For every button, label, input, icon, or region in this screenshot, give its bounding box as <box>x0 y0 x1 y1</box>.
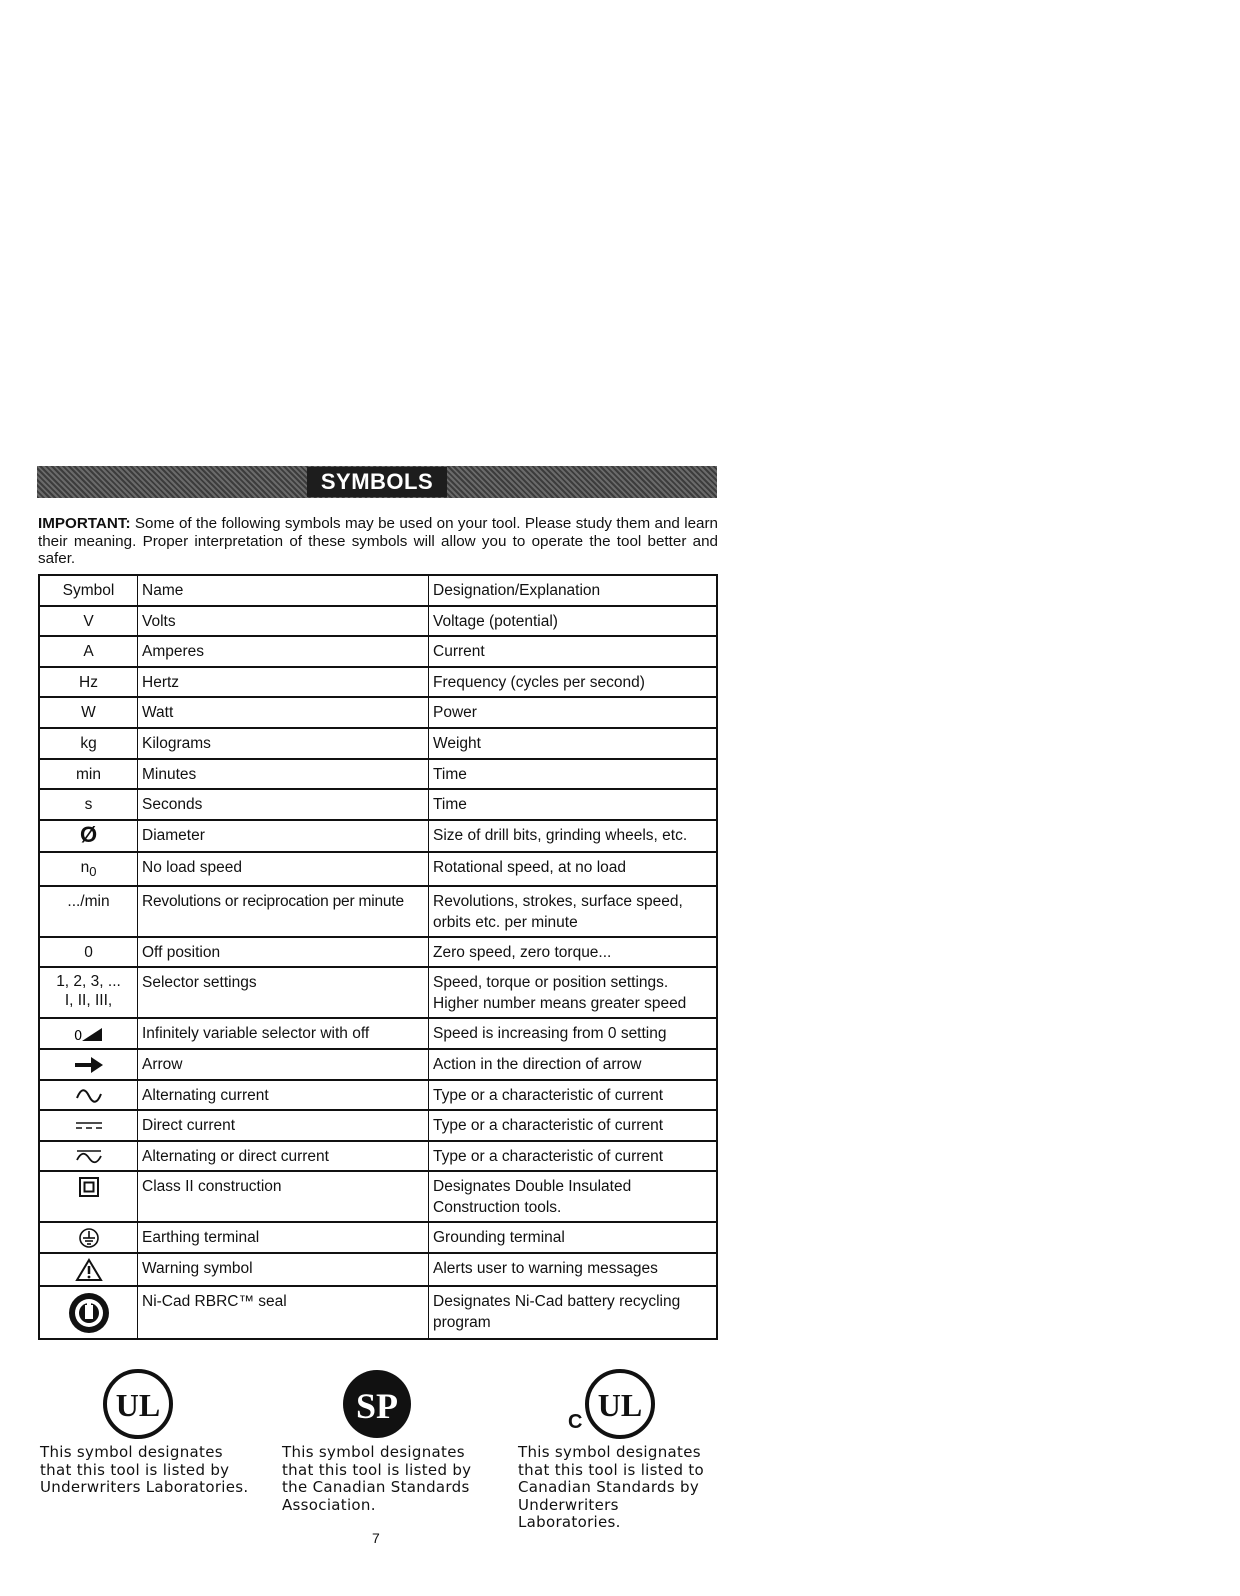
page-number: 7 <box>372 1530 380 1546</box>
symbol-cell <box>39 1110 138 1141</box>
table-row <box>39 1253 717 1286</box>
name-cell: Infinitely variable selector with off <box>138 1018 429 1049</box>
cul-logo-icon <box>562 1368 658 1442</box>
table-row <box>39 667 717 698</box>
symbol-cell: .../min <box>39 886 138 937</box>
symbol-cell <box>39 1253 138 1286</box>
ac-dc-icon <box>74 1148 104 1166</box>
no-load-subscript: 0 <box>89 863 97 879</box>
important-note <box>38 515 718 568</box>
table-row <box>39 1286 717 1339</box>
table-row <box>39 789 717 820</box>
symbol-cell: s <box>39 789 138 820</box>
arrow-icon <box>73 1056 105 1074</box>
table-row <box>39 1049 717 1080</box>
diameter-symbol: Ø <box>79 821 98 847</box>
class-ii-icon <box>78 1176 100 1198</box>
name-cell: Off position <box>138 937 429 968</box>
explanation-cell: Designates Double Insulated Construction tools. <box>429 1171 718 1222</box>
ul-caption: This symbol designates that this tool is listed by Underwriters Laboratories. <box>40 1443 249 1496</box>
symbol-cell <box>39 1049 138 1080</box>
name-cell: Ni-Cad RBRC™ seal <box>138 1286 429 1339</box>
symbol-cell: A <box>39 636 138 667</box>
name-cell: Kilograms <box>138 728 429 759</box>
symbol-cell <box>39 1286 138 1339</box>
cul-caption: This symbol designates that this tool is listed to Canadian Standards by Underwriters Laboratories. <box>518 1443 704 1531</box>
csa-logo-icon <box>341 1368 413 1440</box>
table-row <box>39 1110 717 1141</box>
explanation-cell: Time <box>429 789 718 820</box>
explanation-cell: Designates Ni-Cad battery recycling program <box>429 1286 718 1339</box>
name-cell: Selector settings <box>138 967 429 1018</box>
symbol-cell: V <box>39 606 138 637</box>
symbol-cell <box>39 1222 138 1253</box>
certification-logos <box>0 1368 1240 1448</box>
name-cell: Arrow <box>138 1049 429 1080</box>
explanation-cell: Current <box>429 636 718 667</box>
table-row <box>39 636 717 667</box>
selector-symbol-line1: 1, 2, 3, ... <box>56 973 121 991</box>
table-row <box>39 886 717 937</box>
table-row <box>39 1141 717 1172</box>
important-text: Some of the following symbols may be used on your tool. Please study them and learn their meaning. Proper interpretation of these symbols will allow you to operate the tool better and safer. <box>38 515 718 567</box>
name-cell: Hertz <box>138 667 429 698</box>
explanation-cell: Time <box>429 759 718 790</box>
direct-current-icon <box>74 1120 104 1132</box>
section-title: SYMBOLS <box>307 467 447 497</box>
table-header-row <box>39 575 717 606</box>
symbol-cell: kg <box>39 728 138 759</box>
table-row <box>39 1171 717 1222</box>
name-cell: Watt <box>138 697 429 728</box>
symbol-cell: Hz <box>39 667 138 698</box>
explanation-cell: Frequency (cycles per second) <box>429 667 718 698</box>
explanation-cell: Speed is increasing from 0 setting <box>429 1018 718 1049</box>
ul-logo-icon <box>102 1368 174 1440</box>
ul-logo-text: UL <box>115 1387 161 1423</box>
header-explanation: Designation/Explanation <box>429 575 718 606</box>
name-cell: Seconds <box>138 789 429 820</box>
table-row <box>39 759 717 790</box>
name-cell: Revolutions or reciprocation per minute <box>138 886 429 937</box>
header-name: Name <box>138 575 429 606</box>
earthing-icon <box>78 1227 100 1249</box>
explanation-cell: Revolutions, strokes, surface speed, orbits etc. per minute <box>429 886 718 937</box>
name-cell: Amperes <box>138 636 429 667</box>
symbol-cell <box>39 1141 138 1172</box>
symbol-cell <box>39 1018 138 1049</box>
table-row <box>39 852 717 886</box>
symbol-cell <box>39 1171 138 1222</box>
table-row <box>39 937 717 968</box>
section-banner <box>37 466 717 498</box>
symbol-cell <box>39 967 138 1018</box>
table-row <box>39 1080 717 1111</box>
explanation-line1: Speed, torque or position settings. <box>433 974 669 992</box>
explanation-line2: Higher number means greater speed <box>433 995 687 1013</box>
explanation-cell: Type or a characteristic of current <box>429 1080 718 1111</box>
name-cell: Volts <box>138 606 429 637</box>
name-cell: Earthing terminal <box>138 1222 429 1253</box>
explanation-cell: Alerts user to warning messages <box>429 1253 718 1286</box>
name-cell: No load speed <box>138 852 429 886</box>
explanation-cell: Weight <box>429 728 718 759</box>
warning-icon <box>75 1258 103 1282</box>
name-cell: Minutes <box>138 759 429 790</box>
symbol-cell <box>39 820 138 852</box>
name-cell: Direct current <box>138 1110 429 1141</box>
variable-selector-icon <box>74 1025 104 1043</box>
symbol-cell: min <box>39 759 138 790</box>
symbol-cell <box>39 852 138 886</box>
symbol-cell: W <box>39 697 138 728</box>
explanation-cell: Grounding terminal <box>429 1222 718 1253</box>
name-cell: Alternating current <box>138 1080 429 1111</box>
symbol-cell <box>39 1080 138 1111</box>
explanation-cell: Size of drill bits, grinding wheels, etc. <box>429 820 718 852</box>
table-row <box>39 820 717 852</box>
no-load-symbol: n <box>80 858 90 876</box>
symbol-cell: 0 <box>39 937 138 968</box>
explanation-cell: Zero speed, zero torque... <box>429 937 718 968</box>
name-cell: Warning symbol <box>138 1253 429 1286</box>
explanation-cell: Power <box>429 697 718 728</box>
table-row <box>39 728 717 759</box>
explanation-cell: Type or a characteristic of current <box>429 1110 718 1141</box>
important-label: IMPORTANT: <box>38 515 131 532</box>
name-cell: Alternating or direct current <box>138 1141 429 1172</box>
table-row <box>39 606 717 637</box>
table-row <box>39 697 717 728</box>
alternating-current-icon <box>74 1088 104 1104</box>
cul-logo-text: UL <box>597 1387 643 1423</box>
symbols-table <box>38 574 718 1340</box>
header-symbol: Symbol <box>39 575 138 606</box>
cul-prefix-text: C <box>568 1411 583 1433</box>
name-cell: Diameter <box>138 820 429 852</box>
svg-text:0: 0 <box>73 1029 82 1044</box>
csa-caption: This symbol designates that this tool is listed by the Canadian Standards Association. <box>282 1443 472 1514</box>
explanation-cell <box>429 967 718 1018</box>
explanation-cell: Voltage (potential) <box>429 606 718 637</box>
table-row <box>39 967 717 1018</box>
rbrc-seal-icon <box>67 1291 111 1335</box>
csa-logo-text: SP <box>355 1386 399 1426</box>
explanation-cell: Rotational speed, at no load <box>429 852 718 886</box>
selector-symbol-line2: I, II, III, <box>64 992 113 1010</box>
table-row <box>39 1018 717 1049</box>
name-cell: Class II construction <box>138 1171 429 1222</box>
table-row <box>39 1222 717 1253</box>
explanation-cell: Type or a characteristic of current <box>429 1141 718 1172</box>
explanation-cell: Action in the direction of arrow <box>429 1049 718 1080</box>
